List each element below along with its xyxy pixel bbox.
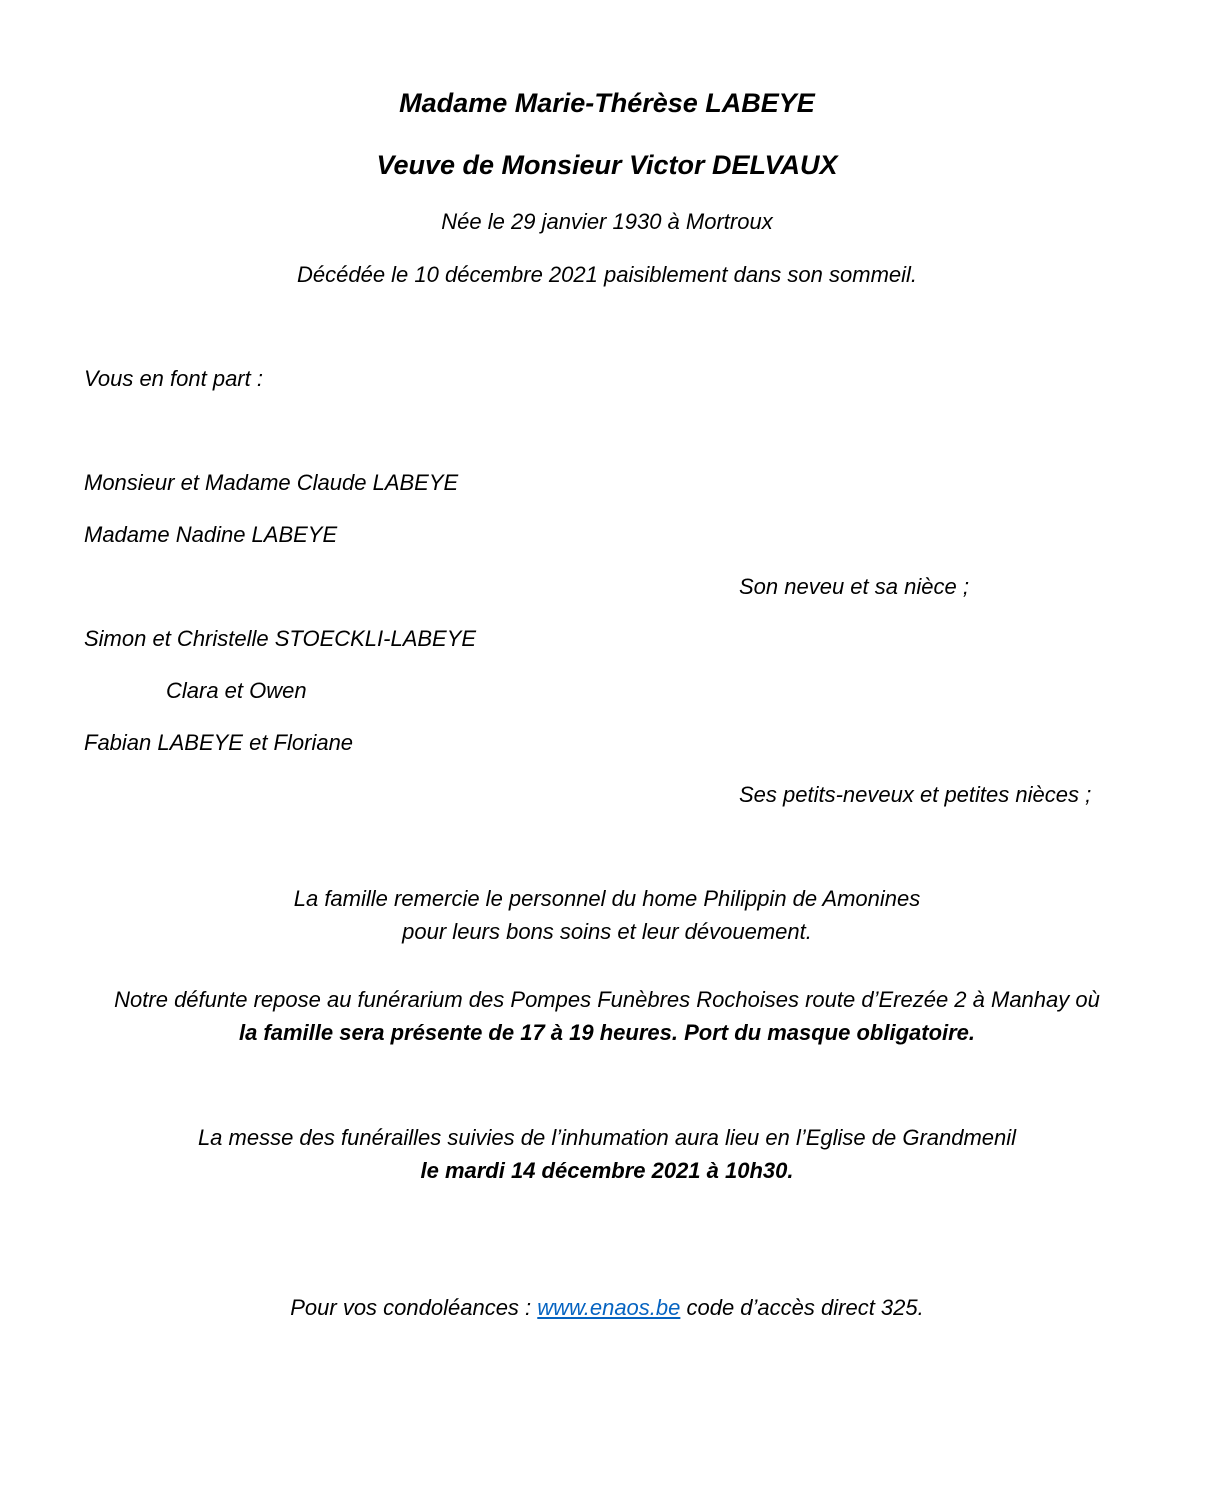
family-member-line: Simon et Christelle STOECKLI-LABEYE	[84, 626, 477, 651]
family-member-line: Fabian LABEYE et Floriane	[84, 730, 354, 755]
family-member-line: Monsieur et Madame Claude LABEYE	[84, 470, 459, 495]
condolences-line	[0, 1294, 1214, 1322]
deceased-name: Madame Marie-Thérèse LABEYE	[399, 88, 815, 118]
death-line: Décédée le 10 décembre 2021 paisiblement dans son sommeil.	[296, 262, 918, 287]
family-relation-label: Son neveu et sa nièce ;	[739, 574, 969, 599]
family-relation-label: Ses petits-neveux et petites nièces ;	[739, 782, 1092, 807]
visitation-line-1: Notre défunte repose au funérarium des Pompes Funèbres Rochoises route d’Erezée 2 à Manhay où	[114, 987, 1100, 1012]
family-member-line: Madame Nadine LABEYE	[84, 522, 338, 547]
condolences-website-link[interactable]: www.enaos.be	[537, 1295, 681, 1320]
condolences-prefix: Pour vos condoléances :	[290, 1295, 538, 1320]
announcement-intro: Vous en font part :	[84, 366, 263, 391]
thanks-line-1: La famille remercie le personnel du home Philippin de Amonines	[293, 886, 921, 911]
funeral-date-line: le mardi 14 décembre 2021 à 10h30.	[420, 1158, 794, 1183]
visitation-line-2: la famille sera présente de 17 à 19 heures. Port du masque obligatoire.	[238, 1020, 976, 1045]
condolences-suffix: code d’accès direct 325.	[680, 1295, 924, 1320]
family-member-line: Clara et Owen	[166, 678, 307, 703]
thanks-line-2: pour leurs bons soins et leur dévouement.	[402, 919, 812, 944]
widow-of-line: Veuve de Monsieur Victor DELVAUX	[376, 150, 838, 180]
funeral-line-1: La messe des funérailles suivies de l’inhumation aura lieu en l’Eglise de Grandmenil	[197, 1125, 1017, 1150]
birth-line: Née le 29 janvier 1930 à Mortroux	[441, 209, 773, 234]
